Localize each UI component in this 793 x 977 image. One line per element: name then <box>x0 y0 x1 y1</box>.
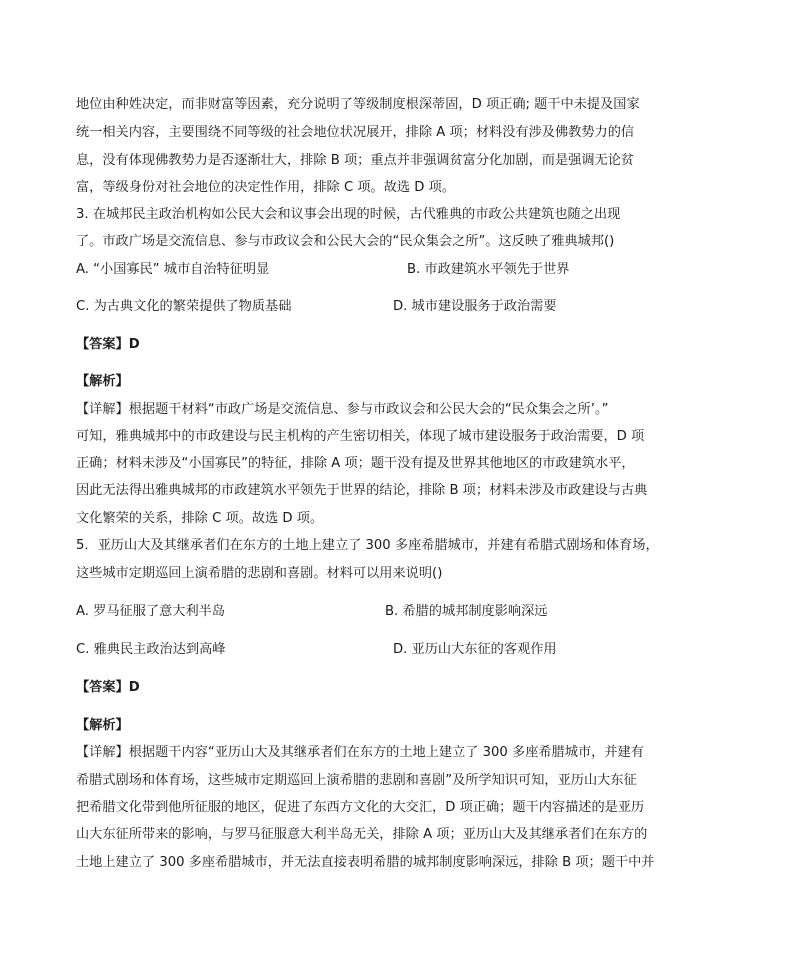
option-c: C. 为古典文化的繁荣提供了物质基础 <box>76 299 292 314</box>
text-line: 统一相关内容，主要围绕不同等级的社会地位状况展开，排除 A 项；材料没有涉及佛教势力的信 <box>76 125 635 140</box>
text-line: 富，等级身份对社会地位的决定性作用，排除 C 项。故选 D 项。 <box>76 180 456 195</box>
analysis-heading: 【解析】 <box>76 374 129 389</box>
option-d: D. 城市建设服务于政治需要 <box>393 299 557 314</box>
analysis-line: 把希腊文化带到他所征服的地区，促进了东西方文化的大交汇，D 项正确；题干内容描述的是亚历 <box>76 800 645 815</box>
analysis-line: 土地上建立了 300 多座希腊城市，并无法直接表明希腊的城邦制度影响深远，排除 B 项；题干中并 <box>76 855 655 870</box>
text-line: 地位由种姓决定，而非财富等因素，充分说明了等级制度根深蒂固，D 项正确; 题干中未提及国家 <box>76 97 640 112</box>
question-5-stem: 这些城市定期巡回上演希腊的悲剧和喜剧。材料可以用来说明() <box>76 566 443 581</box>
analysis-heading: 【解析】 <box>76 718 129 733</box>
answer-label: 【答案】D <box>76 337 140 352</box>
question-5-stem: 5．亚历山大及其继承者们在东方的土地上建立了 300 多座希腊城市，并建有希腊式剧场和体育场， <box>76 538 659 553</box>
analysis-line: 正确；材料未涉及“小国寡民”的特征，排除 A 项；题干没有提及世界其他地区的市政建筑水平， <box>76 456 635 471</box>
analysis-line: 山大东征所带来的影响，与罗马征服意大利半岛无关，排除 A 项；亚历山大及其继承者们在东方的 <box>76 827 648 842</box>
analysis-line: 【详解】根据题干材料“市政广场是交流信息、参与市政议会和公民大会的“民众集会之所’。” <box>76 402 609 417</box>
answer-label: 【答案】D <box>76 680 140 695</box>
analysis-line: 可知，雅典城邦中的市政建设与民主机构的产生密切相关，体现了城市建设服务于政治需要，D 项 <box>76 429 645 444</box>
analysis-line: 文化繁荣的关系，排除 C 项。故选 D 项。 <box>76 511 324 526</box>
option-b: B. 市政建筑水平领先于世界 <box>407 262 570 277</box>
question-3-stem: 3. 在城邦民主政治机构如公民大会和议事会出现的时候，古代雅典的市政公共建筑也随之出现 <box>76 207 621 222</box>
analysis-line: 因此无法得出雅典城邦的市政建筑水平领先于世界的结论，排除 B 项；材料未涉及市政建设与古典 <box>76 483 648 498</box>
analysis-line: 希腊式剧场和体育场，这些城市定期巡回上演希腊的悲剧和喜剧”及所学知识可知，亚历山大东征 <box>76 773 637 788</box>
analysis-line: 【详解】根据题干内容“亚历山大及其继承者们在东方的土地上建立了 300 多座希腊城市，并建有 <box>76 745 644 760</box>
option-b: B. 希腊的城邦制度影响深远 <box>385 604 548 619</box>
option-c: C. 雅典民主政治达到高峰 <box>76 642 226 657</box>
option-d: D. 亚历山大东征的客观作用 <box>393 642 557 657</box>
option-a: A. “小国寡民” 城市自治特征明显 <box>76 262 270 277</box>
question-3-stem: 了。市政广场是交流信息、参与市政议会和公民大会的“民众集会之所”。这反映了雅典城邦() <box>76 234 615 249</box>
text-line: 息，没有体现佛教势力是否逐渐壮大，排除 B 项；重点并非强调贫富分化加剧，而是强调无论贫 <box>76 153 635 168</box>
option-a: A. 罗马征服了意大利半岛 <box>76 604 226 619</box>
